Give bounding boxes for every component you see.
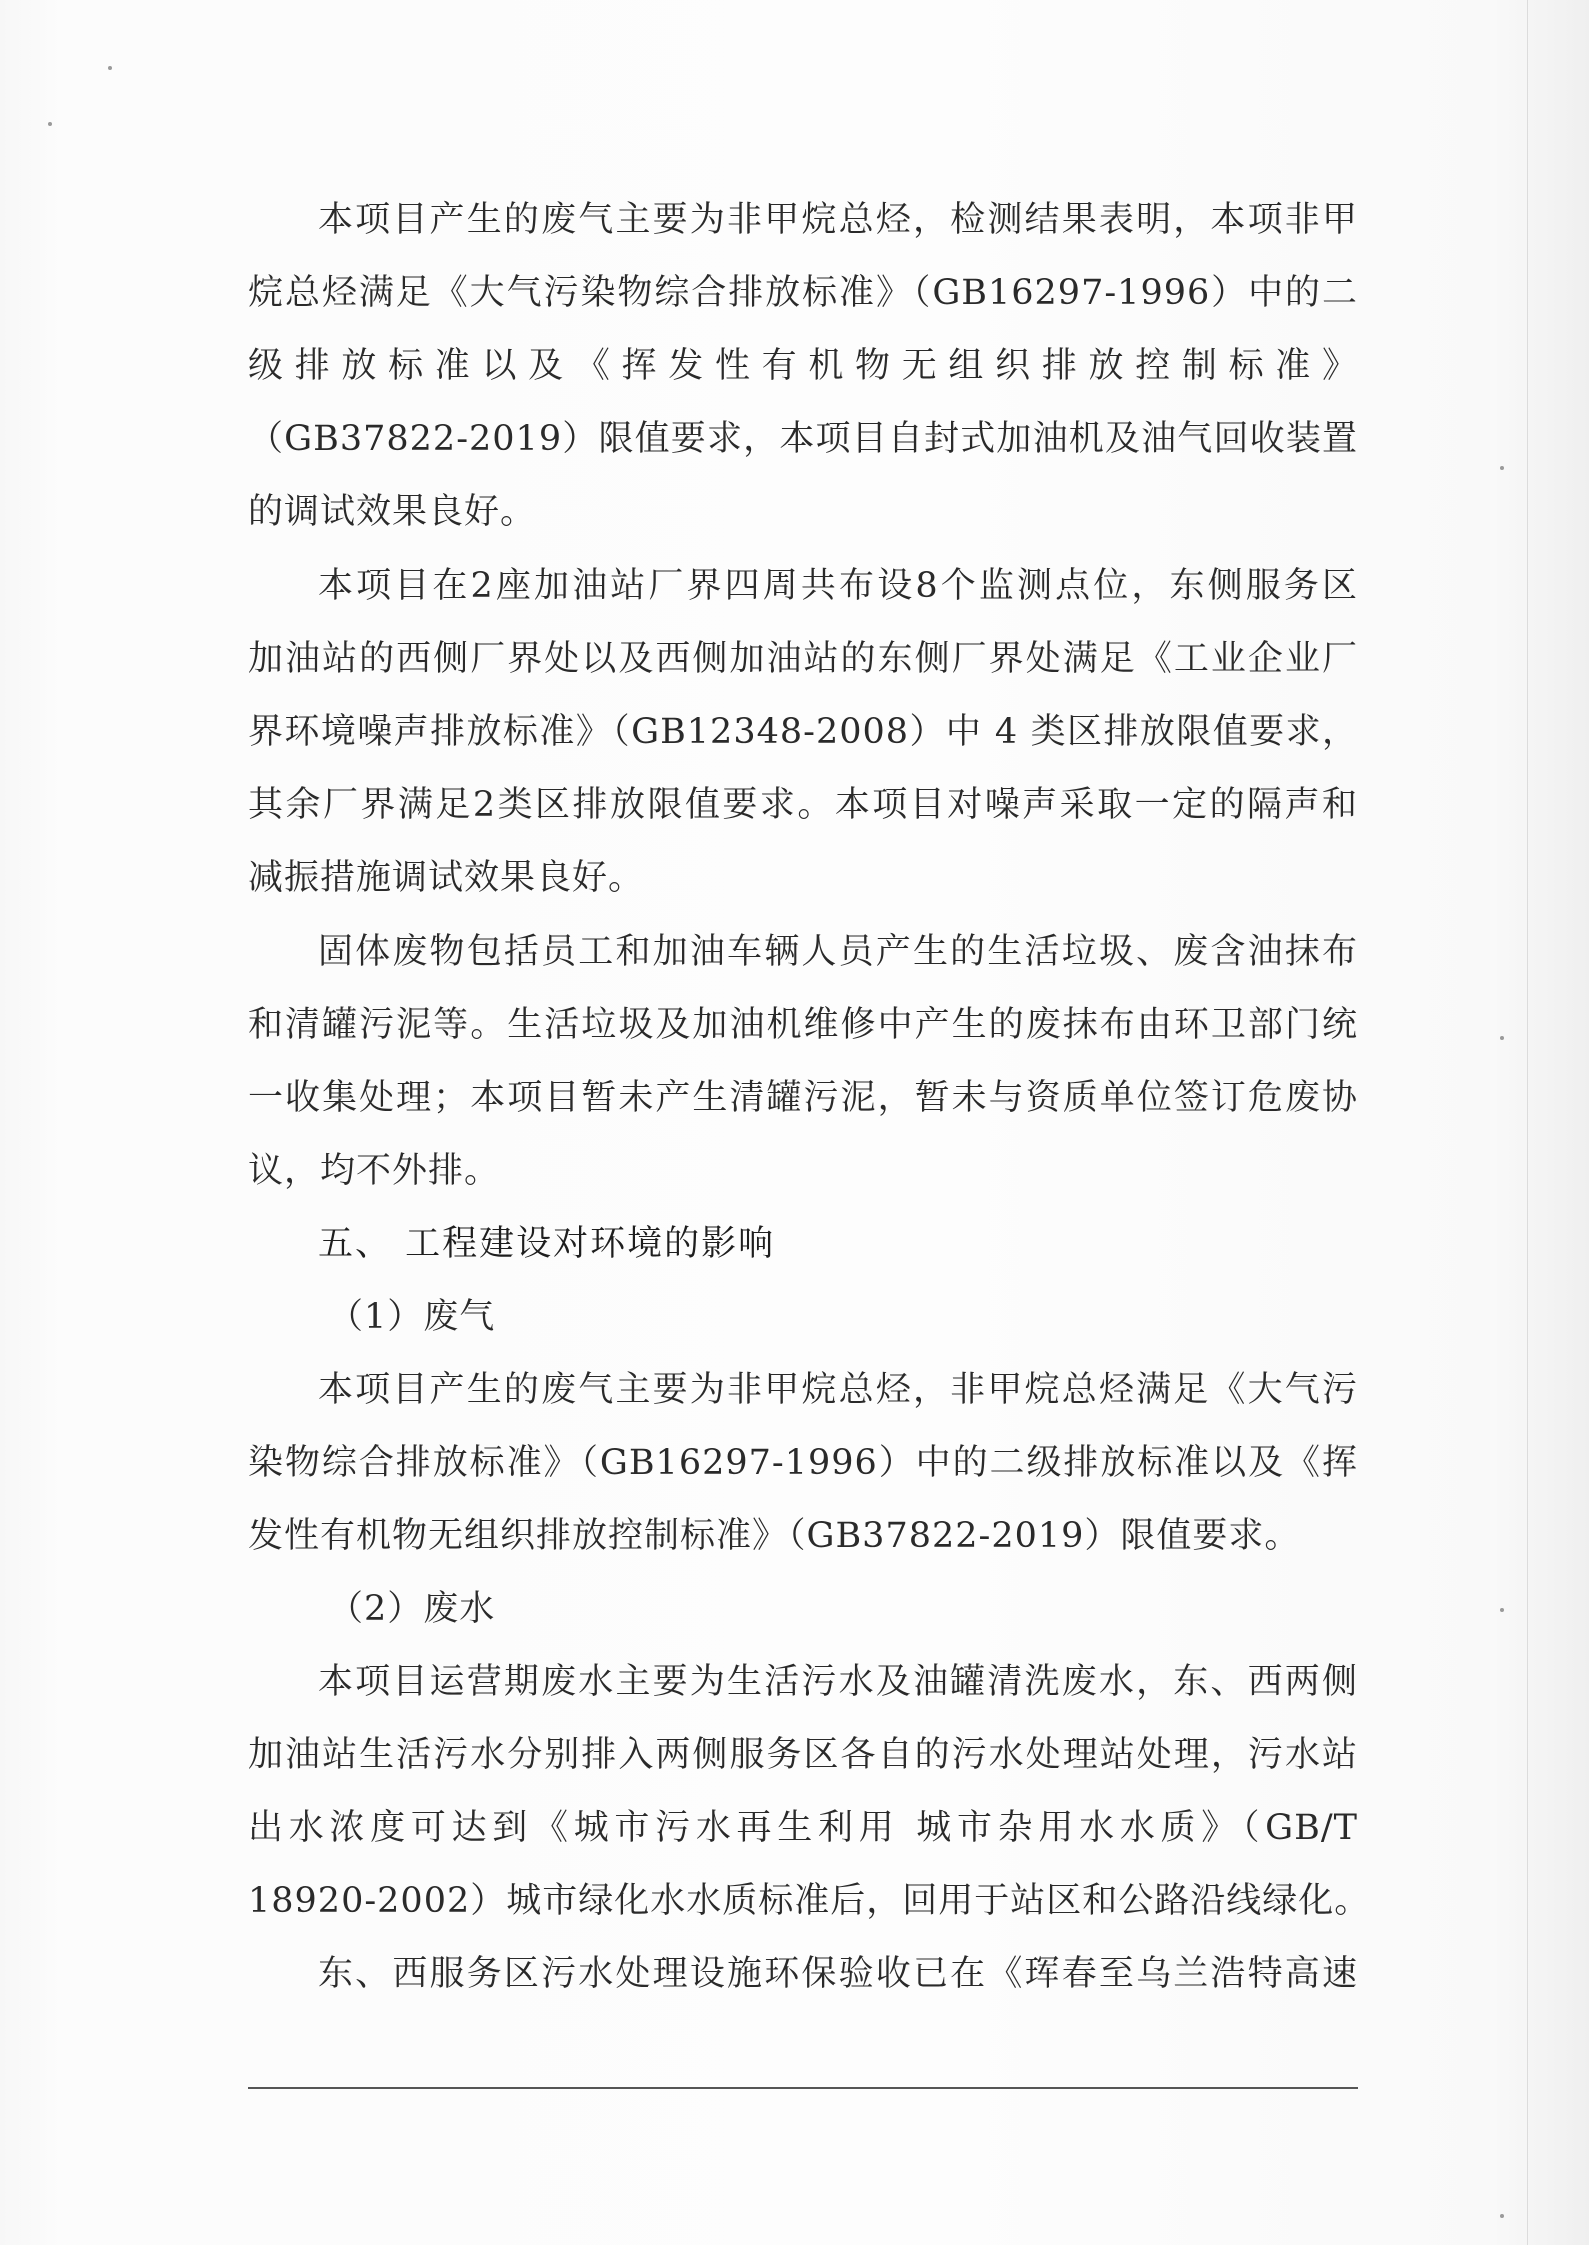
paragraph-2-line-4: 其余厂界满足2类区排放限值要求。本项目对噪声采取一定的隔声和 xyxy=(248,785,1358,825)
scan-edge-line xyxy=(1527,0,1528,2245)
paragraph-3-line-2: 和清罐污泥等。生活垃圾及加油机维修中产生的废抹布由环卫部门统 xyxy=(248,1005,1358,1045)
paragraph-4-line-3: 发性有机物无组织排放控制标准》（GB37822-2019）限值要求。 xyxy=(248,1516,1301,1556)
subsection-2-title: （2）废水 xyxy=(328,1589,496,1629)
scan-speck xyxy=(1500,466,1504,470)
paragraph-3-line-3: 一收集处理；本项目暂未产生清罐污泥，暂未与资质单位签订危废协 xyxy=(248,1078,1358,1118)
paragraph-1-line-1: 本项目产生的废气主要为非甲烷总烃，检测结果表明，本项非甲 xyxy=(318,200,1358,240)
paragraph-1-line-2: 烷总烃满足《大气污染物综合排放标准》（GB16297-1996）中的二 xyxy=(248,273,1358,313)
section-heading: 五、 工程建设对环境的影响 xyxy=(318,1224,776,1264)
paragraph-2-line-5: 减振措施调试效果良好。 xyxy=(248,858,645,898)
paragraph-2-line-1: 本项目在2座加油站厂界四周共布设8个监测点位，东侧服务区 xyxy=(318,566,1358,606)
paragraph-1-line-5: 的调试效果良好。 xyxy=(248,492,537,532)
paragraph-4-line-1: 本项目产生的废气主要为非甲烷总烃，非甲烷总烃满足《大气污 xyxy=(318,1370,1358,1410)
paragraph-3-line-1: 固体废物包括员工和加油车辆人员产生的生活垃圾、废含油抹布 xyxy=(318,932,1358,972)
scan-speck xyxy=(1500,1608,1504,1612)
subsection-1-title: （1）废气 xyxy=(328,1297,496,1337)
paragraph-2-line-3: 界环境噪声排放标准》（GB12348-2008）中 4 类区排放限值要求， xyxy=(248,712,1358,752)
paragraph-1-line-3: 级排放标准以及《挥发性有机物无组织排放控制标准》 xyxy=(248,346,1358,386)
paragraph-1-line-4: （GB37822-2019）限值要求，本项目自封式加油机及油气回收装置 xyxy=(248,419,1358,459)
scan-speck xyxy=(1500,2214,1504,2218)
paragraph-2-line-2: 加油站的西侧厂界处以及西侧加油站的东侧厂界处满足《工业企业厂 xyxy=(248,639,1358,679)
paragraph-3-line-4: 议，均不外排。 xyxy=(248,1151,501,1191)
scan-speck xyxy=(48,122,52,126)
paragraph-4-line-2: 染物综合排放标准》（GB16297-1996）中的二级排放标准以及《挥 xyxy=(248,1443,1358,1483)
scan-speck xyxy=(108,66,112,70)
footer-divider xyxy=(248,2087,1358,2089)
paragraph-5-line-2: 加油站生活污水分别排入两侧服务区各自的污水处理站处理，污水站 xyxy=(248,1735,1358,1775)
scan-speck xyxy=(1500,1036,1504,1040)
paragraph-5-line-1: 本项目运营期废水主要为生活污水及油罐清洗废水，东、西两侧 xyxy=(318,1662,1358,1702)
paragraph-5-line-4: 18920-2002）城市绿化水水质标准后，回用于站区和公路沿线绿化。 xyxy=(248,1881,1371,1921)
paragraph-5-line-3: 出水浓度可达到《城市污水再生利用 城市杂用水水质》（GB/T xyxy=(248,1808,1358,1848)
paragraph-6-line-1: 东、西服务区污水处理设施环保验收已在《珲春至乌兰浩特高速 xyxy=(318,1954,1358,1994)
